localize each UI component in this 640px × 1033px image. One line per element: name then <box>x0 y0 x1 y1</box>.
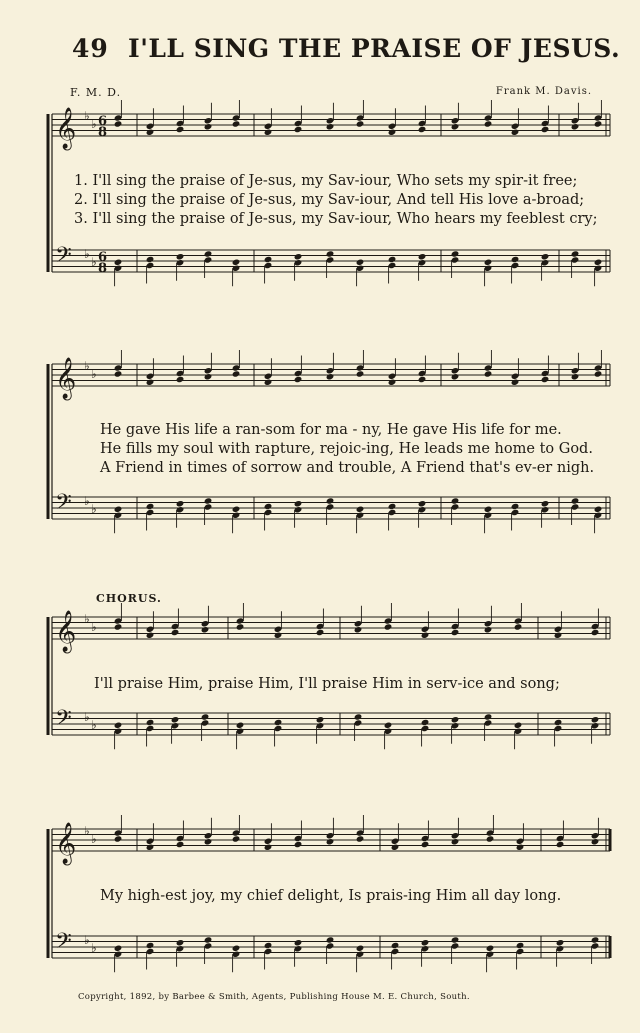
note-head <box>421 841 430 848</box>
note-head <box>264 844 273 851</box>
treble-clef-icon: 𝄞 <box>55 108 77 149</box>
treble-clef-icon: 𝄞 <box>55 823 77 864</box>
note-head <box>356 370 365 377</box>
verse-3-line-1: 3. I'll sing the praise of Je-sus, my Sav-iour, Who hears my feeblest cry; <box>74 211 598 227</box>
note-head <box>171 629 180 636</box>
note-head <box>146 256 155 263</box>
note-head <box>541 500 550 507</box>
note-head <box>591 629 600 636</box>
note-head <box>264 129 273 136</box>
verse-3-line-2: A Friend in times of sorrow and trouble, A Friend that's ev-er nigh. <box>100 460 595 476</box>
note-head <box>541 376 550 383</box>
note-head <box>594 506 603 513</box>
flat-icon: ♭ <box>84 247 90 261</box>
hymn-title: I'LL SING THE PRAISE OF JESUS. <box>128 34 621 63</box>
note-head <box>204 250 213 257</box>
note-head <box>201 626 210 633</box>
note-head <box>354 626 363 633</box>
treble-clef-icon: 𝄞 <box>55 358 77 399</box>
flat-icon: ♭ <box>84 710 90 724</box>
note-head <box>421 719 430 726</box>
note-head <box>418 376 427 383</box>
note-head <box>571 250 580 257</box>
note-head <box>451 497 460 504</box>
verse-1-line-2: He gave His life a ran-som for ma - ny, He gave His life for me. <box>100 422 562 438</box>
note-head <box>571 373 580 380</box>
note-head <box>232 506 241 513</box>
note-head <box>451 936 460 943</box>
bass-clef-icon: 𝄢 <box>55 706 72 736</box>
note-head <box>274 719 283 726</box>
note-head <box>264 942 273 949</box>
note-head <box>484 259 493 266</box>
note-head <box>388 379 397 386</box>
note-head <box>541 253 550 260</box>
note-head <box>232 945 241 952</box>
note-head <box>176 253 185 260</box>
note-head <box>204 373 213 380</box>
note-head <box>384 623 393 630</box>
note-head <box>354 713 363 720</box>
note-head <box>418 126 427 133</box>
note-head <box>451 250 460 257</box>
note-head <box>418 500 427 507</box>
note-head <box>294 939 303 946</box>
note-head <box>591 936 600 943</box>
note-head <box>511 379 520 386</box>
note-head <box>356 506 365 513</box>
note-head <box>294 253 303 260</box>
note-head <box>516 942 525 949</box>
flat-icon: ♭ <box>91 718 97 732</box>
note-head <box>511 129 520 136</box>
note-head <box>114 506 123 513</box>
note-head <box>176 841 185 848</box>
lyricist-credit: F. M. D. <box>70 86 122 99</box>
verse-1-line-1: 1. I'll sing the praise of Je-sus, my Sav-iour, Who sets my spir-it free; <box>74 173 578 189</box>
note-head <box>171 716 180 723</box>
note-head <box>274 632 283 639</box>
flat-icon: ♭ <box>91 255 97 269</box>
note-head <box>146 379 155 386</box>
note-head <box>294 841 303 848</box>
note-head <box>114 623 123 630</box>
note-head <box>294 126 303 133</box>
note-head <box>591 838 600 845</box>
note-head <box>294 376 303 383</box>
note-head <box>554 632 563 639</box>
note-head <box>204 123 213 130</box>
note-head <box>391 942 400 949</box>
note-head <box>236 623 245 630</box>
time-signature-denominator: 8 <box>98 261 108 276</box>
flat-icon: ♭ <box>84 109 90 123</box>
note-head <box>326 936 335 943</box>
chorus-line-2: My high-est joy, my chief delight, Is prais-ing Him all day long. <box>100 888 562 904</box>
time-signature-numerator: 6 <box>98 114 108 129</box>
note-head <box>146 719 155 726</box>
note-head <box>294 500 303 507</box>
note-head <box>421 632 430 639</box>
note-head <box>451 373 460 380</box>
copyright-footer: Copyright, 1892, by Barbee & Smith, Agents, Publishing House M. E. Church, South. <box>78 992 470 1002</box>
note-head <box>594 370 603 377</box>
chorus-label: CHORUS. <box>96 592 162 605</box>
note-head <box>451 123 460 130</box>
verse-2-line-1: 2. I'll sing the praise of Je-sus, my Sav-iour, And tell His love a-broad; <box>74 192 585 208</box>
note-head <box>541 126 550 133</box>
note-head <box>114 835 123 842</box>
flat-icon: ♭ <box>91 941 97 955</box>
note-head <box>204 497 213 504</box>
note-head <box>591 716 600 723</box>
flat-icon: ♭ <box>84 824 90 838</box>
note-head <box>146 942 155 949</box>
note-head <box>146 844 155 851</box>
note-head <box>356 120 365 127</box>
note-head <box>511 256 520 263</box>
note-head <box>384 722 393 729</box>
note-head <box>554 719 563 726</box>
note-head <box>594 259 603 266</box>
note-head <box>571 123 580 130</box>
verse-2-line-2: He fills my soul with rapture, rejoic-ing, He leads me home to God. <box>100 441 593 457</box>
note-head <box>264 379 273 386</box>
note-head <box>484 370 493 377</box>
note-head <box>556 939 565 946</box>
note-head <box>594 120 603 127</box>
note-head <box>264 256 273 263</box>
composer-credit: Frank M. Davis. <box>495 86 592 97</box>
note-head <box>484 713 493 720</box>
note-head <box>356 835 365 842</box>
note-head <box>556 841 565 848</box>
note-head <box>176 376 185 383</box>
note-head <box>176 939 185 946</box>
note-head <box>114 370 123 377</box>
note-head <box>146 632 155 639</box>
note-head <box>486 945 495 952</box>
note-head <box>451 716 460 723</box>
flat-icon: ♭ <box>91 367 97 381</box>
note-head <box>451 838 460 845</box>
note-head <box>326 373 335 380</box>
bass-clef-icon: 𝄢 <box>55 490 72 520</box>
note-head <box>316 629 325 636</box>
note-head <box>516 844 525 851</box>
note-head <box>421 939 430 946</box>
note-head <box>484 626 493 633</box>
time-signature-numerator: 6 <box>98 250 108 265</box>
flat-icon: ♭ <box>84 612 90 626</box>
note-head <box>204 838 213 845</box>
flat-icon: ♭ <box>84 933 90 947</box>
hymn-number: 49 <box>72 34 109 63</box>
note-head <box>114 945 123 952</box>
note-head <box>511 503 520 510</box>
note-head <box>486 835 495 842</box>
note-head <box>571 497 580 504</box>
note-head <box>204 936 213 943</box>
note-head <box>514 623 523 630</box>
note-head <box>232 120 241 127</box>
flat-icon: ♭ <box>91 620 97 634</box>
note-head <box>326 497 335 504</box>
note-head <box>146 129 155 136</box>
note-head <box>326 838 335 845</box>
note-head <box>514 722 523 729</box>
note-head <box>484 120 493 127</box>
note-head <box>451 629 460 636</box>
flat-icon: ♭ <box>91 832 97 846</box>
note-head <box>391 844 400 851</box>
note-head <box>326 250 335 257</box>
note-head <box>114 259 123 266</box>
note-head <box>176 126 185 133</box>
note-head <box>176 500 185 507</box>
time-signature-denominator: 8 <box>98 125 108 140</box>
note-head <box>388 256 397 263</box>
note-head <box>316 716 325 723</box>
note-head <box>236 722 245 729</box>
note-head <box>356 945 365 952</box>
chorus-line-1: I'll praise Him, praise Him, I'll praise Him in serv-ice and song; <box>94 676 560 692</box>
note-head <box>388 129 397 136</box>
bass-clef-icon: 𝄢 <box>55 929 72 959</box>
note-head <box>418 253 427 260</box>
note-head <box>484 506 493 513</box>
note-head <box>201 713 210 720</box>
note-head <box>114 120 123 127</box>
flat-icon: ♭ <box>84 494 90 508</box>
note-head <box>388 503 397 510</box>
note-head <box>232 370 241 377</box>
note-head <box>356 259 365 266</box>
flat-icon: ♭ <box>84 359 90 373</box>
flat-icon: ♭ <box>91 117 97 131</box>
flat-icon: ♭ <box>91 502 97 516</box>
note-head <box>146 503 155 510</box>
note-head <box>232 259 241 266</box>
note-head <box>232 835 241 842</box>
bass-clef-icon: 𝄢 <box>55 243 72 273</box>
note-head <box>326 123 335 130</box>
note-head <box>264 503 273 510</box>
treble-clef-icon: 𝄞 <box>55 611 77 652</box>
note-head <box>114 722 123 729</box>
